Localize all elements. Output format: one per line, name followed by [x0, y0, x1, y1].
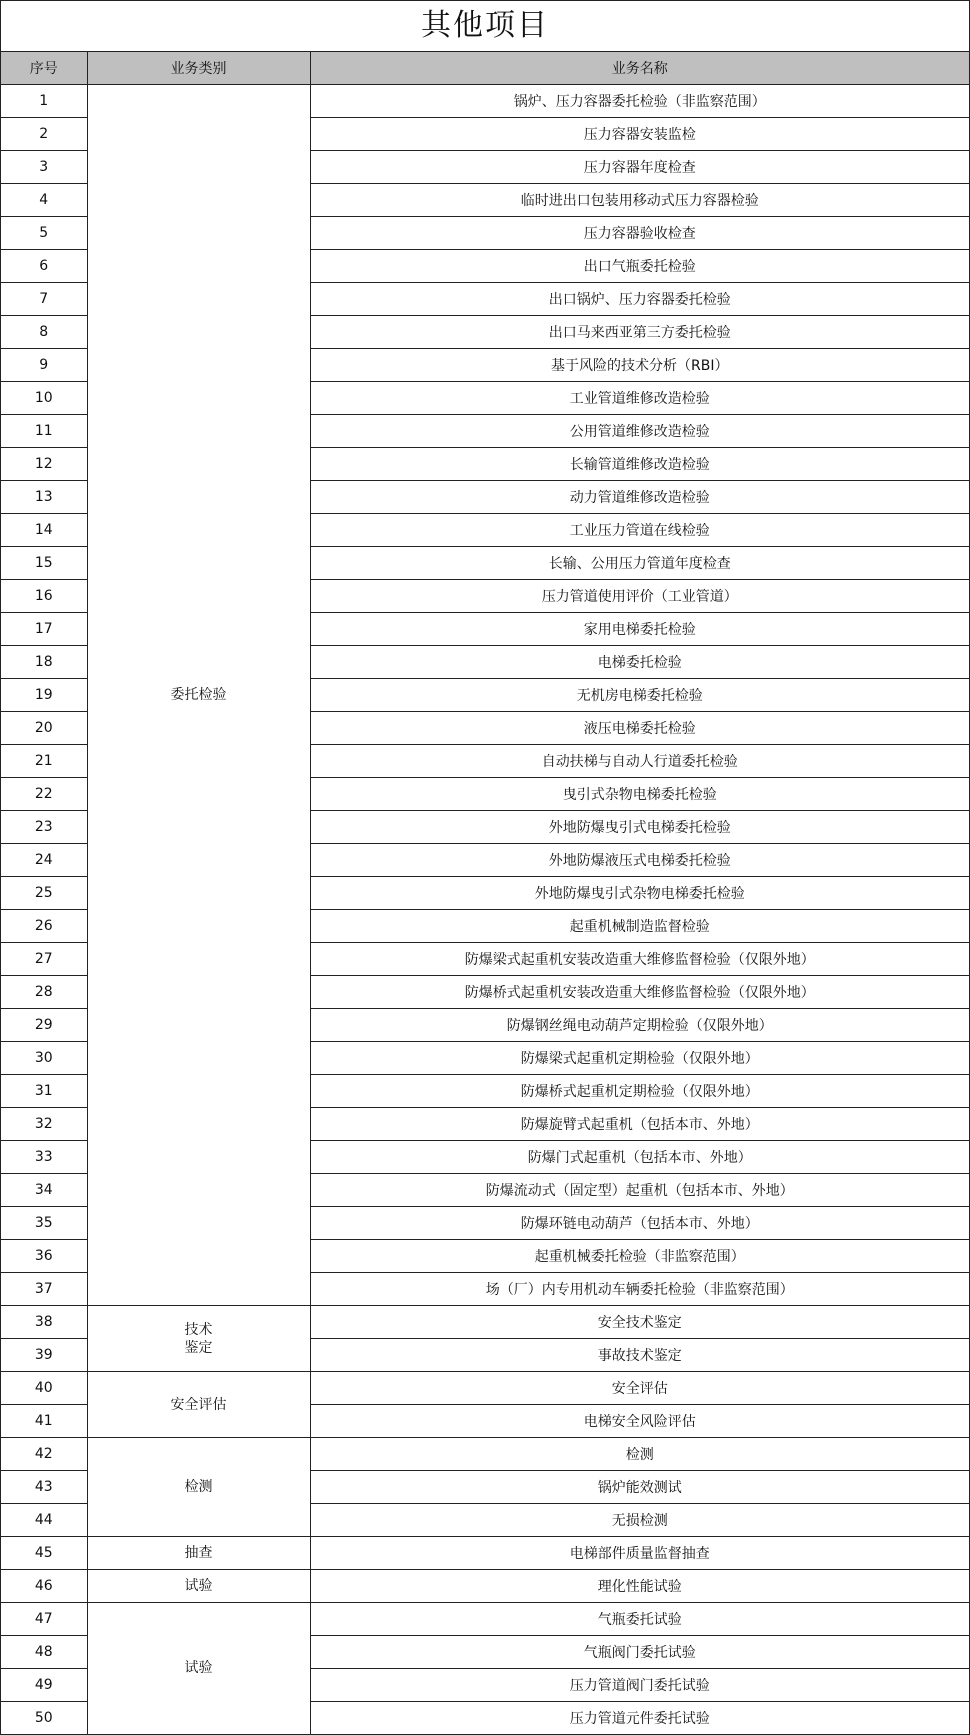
- cell-category[interactable]: 技术 鉴定: [87, 1306, 310, 1372]
- cell-seq[interactable]: 13: [1, 481, 87, 514]
- cell-seq[interactable]: 19: [1, 679, 87, 712]
- cell-seq[interactable]: 12: [1, 448, 87, 481]
- table-row: [1, 1570, 969, 1603]
- header-name[interactable]: 业务名称: [310, 52, 969, 85]
- cell-name[interactable]: 安全技术鉴定: [310, 1306, 969, 1339]
- cell-name[interactable]: 检测: [310, 1438, 969, 1471]
- cell-name[interactable]: 压力容器验收检查: [310, 217, 969, 250]
- cell-seq[interactable]: 29: [1, 1009, 87, 1042]
- items-table: [1, 52, 969, 1735]
- table-row: [1, 1438, 969, 1471]
- table-body: [1, 85, 969, 1735]
- cell-name[interactable]: 外地防爆液压式电梯委托检验: [310, 844, 969, 877]
- cell-name[interactable]: 外地防爆曳引式杂物电梯委托检验: [310, 877, 969, 910]
- cell-seq[interactable]: 15: [1, 547, 87, 580]
- cell-category[interactable]: 安全评估: [87, 1372, 310, 1438]
- cell-category[interactable]: 抽查: [87, 1537, 310, 1570]
- table-row: [1, 1537, 969, 1570]
- cell-name[interactable]: 电梯委托检验: [310, 646, 969, 679]
- cell-seq[interactable]: 7: [1, 283, 87, 316]
- cell-name[interactable]: 防爆钢丝绳电动葫芦定期检验（仅限外地）: [310, 1009, 969, 1042]
- cell-name[interactable]: 工业管道维修改造检验: [310, 382, 969, 415]
- cell-name[interactable]: 液压电梯委托检验: [310, 712, 969, 745]
- cell-name[interactable]: 压力管道元件委托试验: [310, 1702, 969, 1735]
- table-row: [1, 1372, 969, 1405]
- cell-name[interactable]: 曳引式杂物电梯委托检验: [310, 778, 969, 811]
- cell-name[interactable]: 安全评估: [310, 1372, 969, 1405]
- cell-seq[interactable]: 23: [1, 811, 87, 844]
- cell-seq[interactable]: 2: [1, 118, 87, 151]
- cell-name[interactable]: 压力容器年度检查: [310, 151, 969, 184]
- cell-seq[interactable]: 41: [1, 1405, 87, 1438]
- cell-seq[interactable]: 16: [1, 580, 87, 613]
- cell-name[interactable]: 防爆梁式起重机定期检验（仅限外地）: [310, 1042, 969, 1075]
- cell-name[interactable]: 气瓶阀门委托试验: [310, 1636, 969, 1669]
- cell-category[interactable]: 试验: [87, 1603, 310, 1735]
- cell-name[interactable]: 工业压力管道在线检验: [310, 514, 969, 547]
- cell-name[interactable]: 起重机械制造监督检验: [310, 910, 969, 943]
- cell-name[interactable]: 长输管道维修改造检验: [310, 448, 969, 481]
- cell-name[interactable]: 出口锅炉、压力容器委托检验: [310, 283, 969, 316]
- cell-seq[interactable]: 5: [1, 217, 87, 250]
- header-seq[interactable]: 序号: [1, 52, 87, 85]
- cell-seq[interactable]: 43: [1, 1471, 87, 1504]
- cell-seq[interactable]: 34: [1, 1174, 87, 1207]
- cell-seq[interactable]: 4: [1, 184, 87, 217]
- cell-seq[interactable]: 11: [1, 415, 87, 448]
- cell-seq[interactable]: 22: [1, 778, 87, 811]
- cell-seq[interactable]: 48: [1, 1636, 87, 1669]
- table-row: [1, 1306, 969, 1339]
- cell-seq[interactable]: 10: [1, 382, 87, 415]
- cell-name[interactable]: 出口马来西亚第三方委托检验: [310, 316, 969, 349]
- cell-seq[interactable]: 32: [1, 1108, 87, 1141]
- cell-seq[interactable]: 40: [1, 1372, 87, 1405]
- cell-name[interactable]: 临时进出口包装用移动式压力容器检验: [310, 184, 969, 217]
- cell-seq[interactable]: 42: [1, 1438, 87, 1471]
- cell-seq[interactable]: 31: [1, 1075, 87, 1108]
- cell-name[interactable]: 锅炉能效测试: [310, 1471, 969, 1504]
- cell-name[interactable]: 无机房电梯委托检验: [310, 679, 969, 712]
- cell-seq[interactable]: 50: [1, 1702, 87, 1735]
- cell-name[interactable]: 基于风险的技术分析（RBI）: [310, 349, 969, 382]
- cell-seq[interactable]: 44: [1, 1504, 87, 1537]
- cell-name[interactable]: 锅炉、压力容器委托检验（非监察范围）: [310, 85, 969, 118]
- cell-seq[interactable]: 17: [1, 613, 87, 646]
- cell-seq[interactable]: 6: [1, 250, 87, 283]
- cell-name[interactable]: 气瓶委托试验: [310, 1603, 969, 1636]
- cell-seq[interactable]: 28: [1, 976, 87, 1009]
- cell-seq[interactable]: 45: [1, 1537, 87, 1570]
- cell-seq[interactable]: 46: [1, 1570, 87, 1603]
- cell-name[interactable]: 动力管道维修改造检验: [310, 481, 969, 514]
- cell-name[interactable]: 事故技术鉴定: [310, 1339, 969, 1372]
- cell-seq[interactable]: 39: [1, 1339, 87, 1372]
- cell-seq[interactable]: 25: [1, 877, 87, 910]
- cell-seq[interactable]: 3: [1, 151, 87, 184]
- header-category[interactable]: 业务类别: [87, 52, 310, 85]
- cell-seq[interactable]: 18: [1, 646, 87, 679]
- cell-name[interactable]: 电梯安全风险评估: [310, 1405, 969, 1438]
- cell-seq[interactable]: 8: [1, 316, 87, 349]
- cell-seq[interactable]: 9: [1, 349, 87, 382]
- cell-name[interactable]: 起重机械委托检验（非监察范围）: [310, 1240, 969, 1273]
- page-title: 其他项目: [1, 1, 969, 52]
- cell-name[interactable]: 防爆环链电动葫芦（包括本市、外地）: [310, 1207, 969, 1240]
- cell-name[interactable]: 压力管道使用评价（工业管道）: [310, 580, 969, 613]
- cell-name[interactable]: 家用电梯委托检验: [310, 613, 969, 646]
- cell-name[interactable]: 场（厂）内专用机动车辆委托检验（非监察范围）: [310, 1273, 969, 1306]
- cell-seq[interactable]: 49: [1, 1669, 87, 1702]
- cell-name[interactable]: 防爆流动式（固定型）起重机（包括本市、外地）: [310, 1174, 969, 1207]
- table-row: [1, 1603, 969, 1636]
- cell-name[interactable]: 长输、公用压力管道年度检查: [310, 547, 969, 580]
- cell-seq[interactable]: 47: [1, 1603, 87, 1636]
- cell-name[interactable]: 外地防爆曳引式电梯委托检验: [310, 811, 969, 844]
- table-row: [1, 85, 969, 118]
- cell-seq[interactable]: 1: [1, 85, 87, 118]
- cell-name[interactable]: 无损检测: [310, 1504, 969, 1537]
- cell-seq[interactable]: 33: [1, 1141, 87, 1174]
- cell-name[interactable]: 防爆旋臂式起重机（包括本市、外地）: [310, 1108, 969, 1141]
- cell-category[interactable]: 检测: [87, 1438, 310, 1537]
- cell-name[interactable]: 防爆桥式起重机安装改造重大维修监督检验（仅限外地）: [310, 976, 969, 1009]
- cell-seq[interactable]: 36: [1, 1240, 87, 1273]
- cell-name[interactable]: 自动扶梯与自动人行道委托检验: [310, 745, 969, 778]
- cell-seq[interactable]: 37: [1, 1273, 87, 1306]
- cell-seq[interactable]: 35: [1, 1207, 87, 1240]
- cell-seq[interactable]: 20: [1, 712, 87, 745]
- cell-name[interactable]: 公用管道维修改造检验: [310, 415, 969, 448]
- cell-name[interactable]: 理化性能试验: [310, 1570, 969, 1603]
- cell-name[interactable]: 防爆桥式起重机定期检验（仅限外地）: [310, 1075, 969, 1108]
- cell-name[interactable]: 电梯部件质量监督抽查: [310, 1537, 969, 1570]
- cell-name[interactable]: 压力管道阀门委托试验: [310, 1669, 969, 1702]
- cell-name[interactable]: 防爆梁式起重机安装改造重大维修监督检验（仅限外地）: [310, 943, 969, 976]
- cell-name[interactable]: 出口气瓶委托检验: [310, 250, 969, 283]
- cell-seq[interactable]: 30: [1, 1042, 87, 1075]
- cell-seq[interactable]: 38: [1, 1306, 87, 1339]
- cell-seq[interactable]: 27: [1, 943, 87, 976]
- cell-seq[interactable]: 24: [1, 844, 87, 877]
- cell-category[interactable]: 委托检验: [87, 85, 310, 1306]
- cell-seq[interactable]: 21: [1, 745, 87, 778]
- header-row: [1, 52, 969, 85]
- cell-category[interactable]: 试验: [87, 1570, 310, 1603]
- cell-name[interactable]: 压力容器安装监检: [310, 118, 969, 151]
- cell-name[interactable]: 防爆门式起重机（包括本市、外地）: [310, 1141, 969, 1174]
- cell-seq[interactable]: 26: [1, 910, 87, 943]
- cell-seq[interactable]: 14: [1, 514, 87, 547]
